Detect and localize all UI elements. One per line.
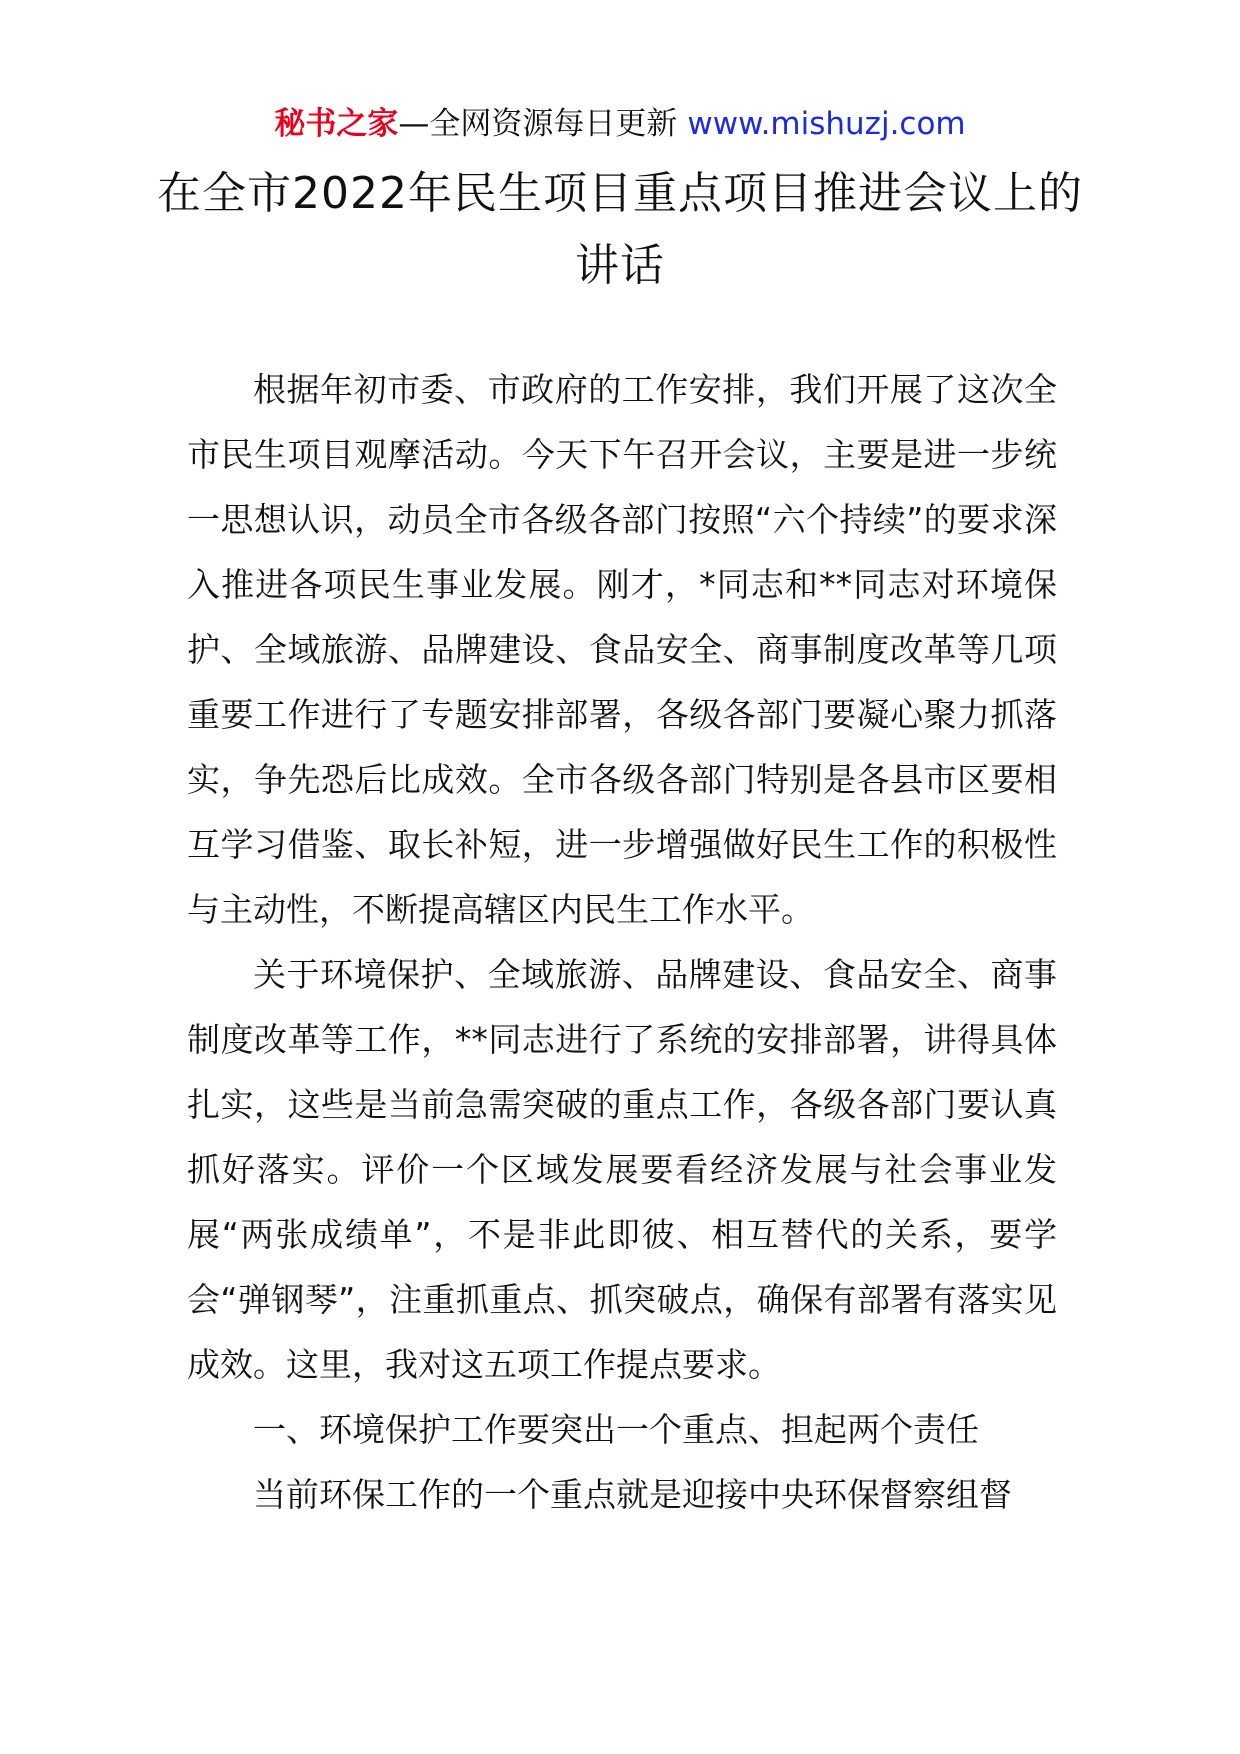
document-title: 在全市2022年民生项目重点项目推进会议上的讲话 — [157, 168, 1083, 291]
site-banner — [0, 102, 1240, 146]
paragraph: 当前环保工作的一个重点就是迎接中央环保督察组督 — [253, 1475, 1012, 1514]
paragraph: 根据年初市委、市政府的工作安排，我们开展了这次全市民生项目观摩活动。今天下午召开会议，主要是进一步统一思想认识，动员全市各级各部门按照“六个持续”的要求深入推进各项民生事业发展。刚才，*同志和**同志对环境保护、全域旅游、品牌建设、食品安全、商事制度改革等几项重要工作进行了专题安排部署，各级各部门要凝心聚力抓落实，争先恐后比成效。全市各级各部门特别是各县市区要相互学习借鉴、取长补短，进一步增强做好民生工作的积极性与主动性，不断提高辖区内民生工作水平。 — [187, 370, 1057, 929]
section-heading: 一、环境保护工作要突出一个重点、担起两个责任 — [253, 1410, 979, 1449]
document-body — [187, 357, 1057, 1527]
paragraph: 关于环境保护、全域旅游、品牌建设、食品安全、商事制度改革等工作，**同志进行了系统的安排部署，讲得具体扎实，这些是当前急需突破的重点工作，各级各部门要认真抓好落实。评价一个区域发展要看经济发展与社会事业发展“两张成绩单”，不是非此即彼、相互替代的关系，要学会“弹钢琴”，注重抓重点、抓突破点，确保有部署有落实见成效。这里，我对这五项工作提点要求。 — [187, 955, 1057, 1384]
brand-slogan: —全网资源每日更新 — [398, 106, 678, 142]
brand-name: 秘书之家 — [274, 106, 399, 142]
site-url[interactable]: www.mishuzj.com — [687, 106, 966, 142]
